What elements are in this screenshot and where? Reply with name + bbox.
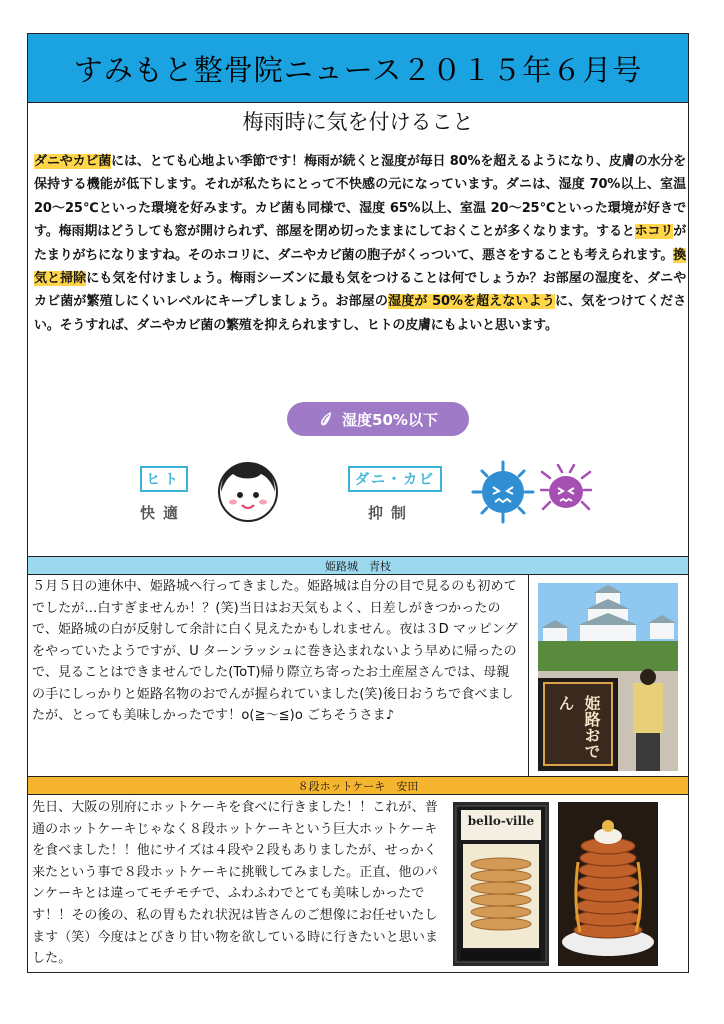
human-caption: 快適	[140, 504, 187, 522]
humidity-pill	[287, 402, 469, 436]
article-text: には、とても心地よい季節です！梅雨が続くと湿度が毎日 80%を超えるようになり、皮膚の水分を保持する機能が低下します。それが私たちにとって不快感の元になっています。ダニは、湿度 70%以上、室温 20～25℃といった環境を好みます。カビ菌も同様で、湿度 65%以上、室温 20～25℃といった環境が好きです。梅雨期はどうしても窓が開けられず、部屋を閉め切ったままにしておくことが多くなります。すると	[34, 154, 686, 240]
water-drop-icon	[318, 411, 334, 427]
humidity-label: 湿度50%以下	[342, 410, 438, 429]
newsletter-title: すみもと整骨院ニュース２０１５年６月号	[73, 52, 643, 87]
pancake-article: 先日、大阪の別府にホットケーキを食べに行きました！！これが、普通のホットケーキじゃなく８段ホットケーキという巨大ホットケーキを食べました！！他にサイズは４段や２段もありましたが、せっかく来たという事で８段ホットケーキに挑戦してみました。正直、他のパンケーキとは違ってモチモチで、ふわふわでとても美味しかったです！！その後の、私の胃もたれ状況は皆さんのご想像にお任せいたします（笑）今度はとびきり甘い物を欲している時に行きたいと思いました。	[32, 800, 439, 967]
article-text: に、気をつけてください。そうすれば、ダニやカビ菌の繁殖を抑えられますし、ヒトの皮膚にもよいと思います。	[34, 294, 686, 333]
pancake-tower-photo	[558, 802, 658, 966]
pancake-sign-photo	[453, 802, 549, 966]
human-badge: ヒト	[140, 466, 188, 492]
newsletter-page	[27, 33, 689, 973]
highlighted-phrase: ダニやカビ菌	[34, 154, 112, 169]
article-text: にも気を付けましょう。梅雨シーズンに最も気をつけることは何でしょうか？お部屋の湿度を、ダニやカビ菌が繁殖しにくいレベルにキープしましょう。お部屋の	[34, 271, 686, 310]
himeji-article: ５月５日の連休中、姫路城へ行ってきました。姫路城は自分の目で見るのも初めてでしたが…白すぎませんか！？(笑)当日はお天気もよく、日差しがきつかったので、姫路城の白が反射して余計に白く見えたかもしれません。夜は３D マッピングをやっていたようですが、U ターンラッシュに巻き込まれないよう早めに帰ったので、見ることはできませんでした(ToT)帰り際立ち寄ったお土産屋さんでは、母親の手にしっかりと姫路名物のおでんが握られていました(笑)後日おうちで食べましたが、とっても美味しかったです！o(≧～≦)o ごちそうさま♪	[32, 579, 518, 723]
highlighted-phrase: 湿度が 50%を超えないよう	[388, 294, 555, 310]
mite-badge: ダニ・カビ	[348, 466, 442, 492]
column-divider	[528, 575, 529, 776]
cafe-name: bello-ville	[467, 814, 535, 828]
highlighted-phrase: 換気と掃除	[34, 247, 686, 287]
smiling-face-icon	[216, 460, 280, 524]
mite-icon	[540, 464, 592, 516]
himeji-section-bar: 姫路城 青枝	[28, 556, 688, 575]
pancake-section-bar: ８段ホットケーキ 安田	[28, 776, 688, 795]
mold-spore-icon	[471, 460, 535, 524]
highlighted-phrase: ホコリ	[634, 224, 674, 240]
mite-caption: 抑制	[368, 504, 415, 522]
article-text: がたまりがちになりますね。そのホコリに、ダニやカビ菌の胞子がくっついて、悪さをすることも考えられます。	[34, 224, 686, 263]
pancake-tower-illustration	[558, 802, 658, 966]
newsletter-header	[28, 34, 688, 103]
oden-package-label: 姫路おでん	[556, 695, 601, 759]
himeji-castle-photo	[538, 583, 678, 771]
section-title: 梅雨時に気を付けること	[242, 110, 474, 134]
rainy-season-article	[34, 150, 686, 337]
